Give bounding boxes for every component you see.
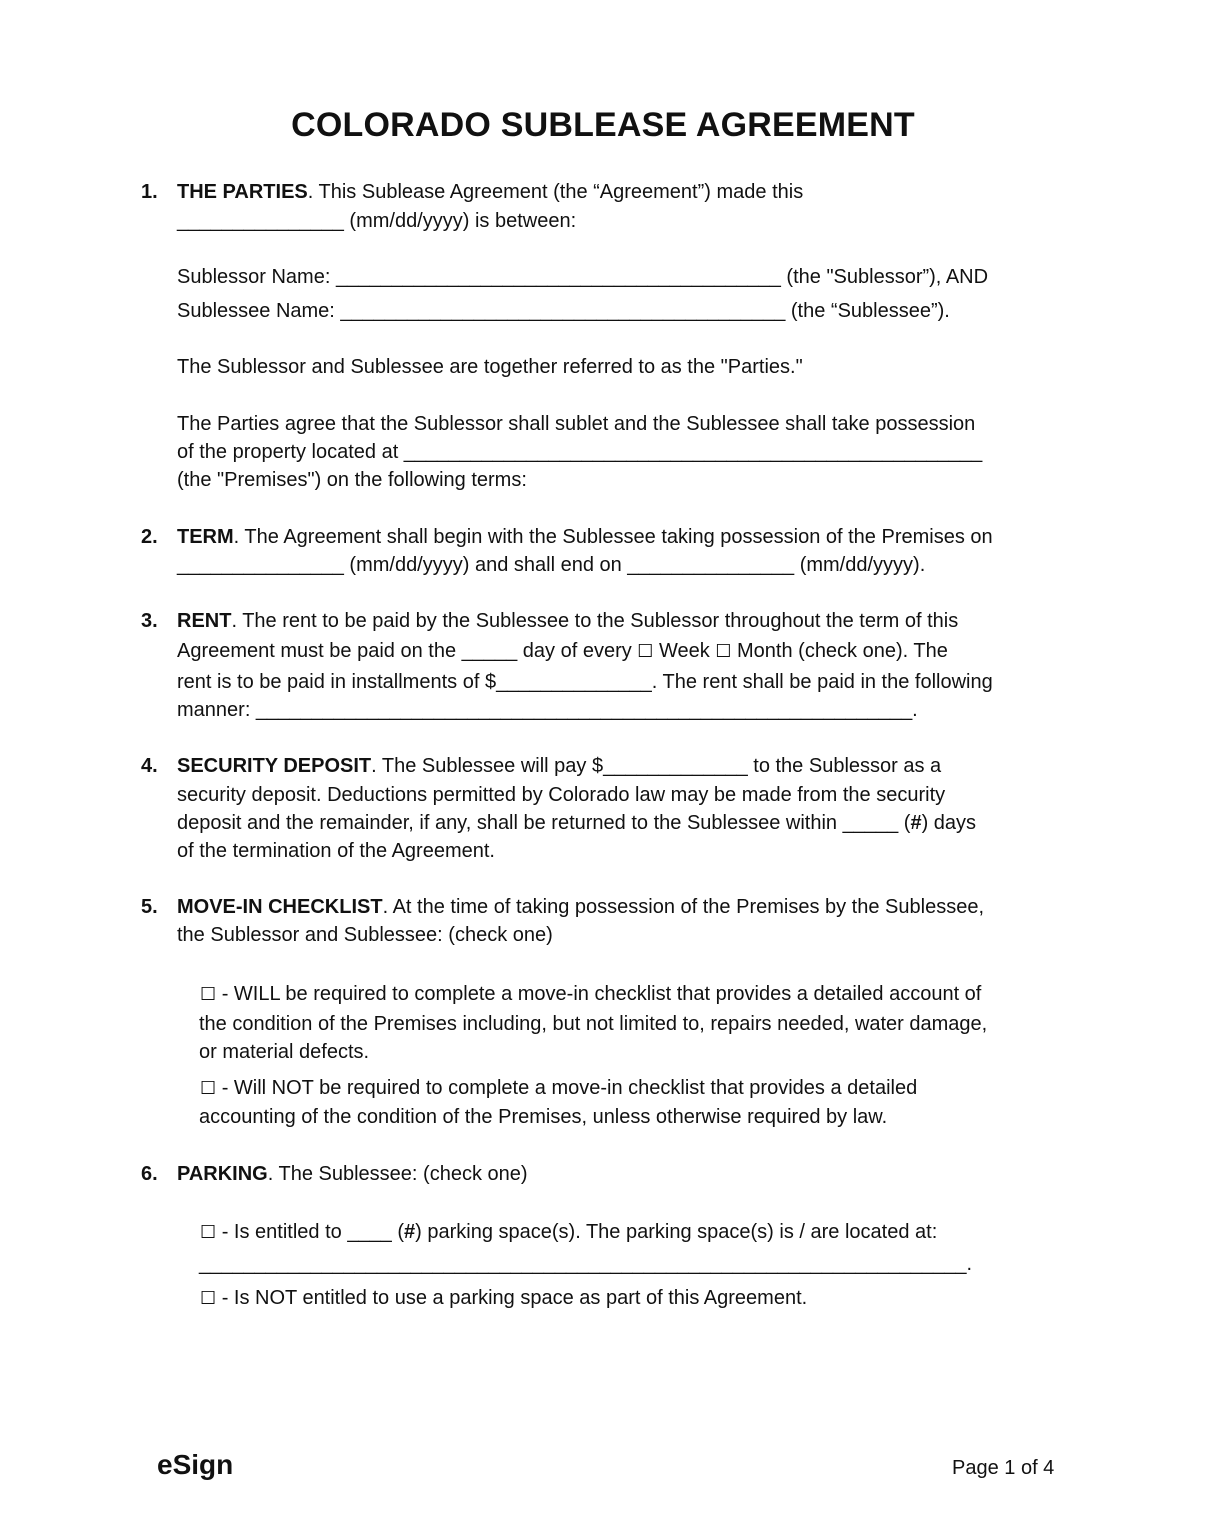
section-checklist-line: MOVE-IN CHECKLIST. At the time of taking possession of the Premises by the Sublessee,: [177, 896, 984, 918]
section-parking-line: PARKING. The Sublessee: (check one): [177, 1163, 528, 1185]
agreement-date-field[interactable]: _______________ (mm/dd/yyyy) is between:: [177, 210, 577, 232]
parties-paragraph: The Sublessor and Sublessee are together referred to as the "Parties.": [177, 356, 803, 378]
term-dates-field[interactable]: _______________ (mm/dd/yyyy) and shall end on _______________ (mm/dd/yyyy).: [177, 554, 926, 576]
deposit-return-days-field[interactable]: deposit and the remainder, if any, shall be returned to the Sublessee within _____ (#) days: [177, 812, 977, 834]
section-heading: PARKING: [177, 1163, 268, 1185]
checklist-paragraph: the Sublessor and Sublessee: (check one): [177, 924, 553, 946]
parking-entitled-option: ☐ - Is entitled to ____ (#) parking space(s). The parking space(s) is / are located at:: [200, 1221, 938, 1243]
deposit-amount-field[interactable]: SECURITY DEPOSIT. The Sublessee will pay $_____________ to the Sublessor as a: [177, 755, 942, 777]
sublessee-name-field[interactable]: Sublessee Name: ________________________________________ (the “Sublessee”).: [177, 300, 950, 322]
section-heading: THE PARTIES: [177, 181, 308, 203]
checklist-will-text: or material defects.: [199, 1041, 370, 1063]
sublessor-name-field[interactable]: Sublessor Name: ________________________________________ (the "Sublessor”), AND: [177, 266, 989, 288]
month-checkbox[interactable]: ☐: [715, 641, 732, 662]
premises-paragraph: The Parties agree that the Sublessor shall sublet and the Sublessee shall take possession: [177, 413, 976, 435]
section-number: 3.: [141, 610, 158, 632]
esign-logo: eSign: [157, 1449, 234, 1480]
document-title: COLORADO SUBLEASE AGREEMENT: [291, 106, 915, 144]
section-number: 1.: [141, 181, 158, 203]
deposit-paragraph: security deposit. Deductions permitted by Colorado law may be made from the security: [177, 784, 946, 806]
premises-paragraph: (the "Premises") on the following terms:: [177, 469, 527, 491]
checklist-will-not-text: accounting of the condition of the Premises, unless otherwise required by law.: [199, 1106, 888, 1128]
checklist-will-option: ☐ - WILL be required to complete a move-in checklist that provides a detailed account of: [200, 983, 982, 1005]
section-term-line: TERM. The Agreement shall begin with the Sublessee taking possession of the Premises on: [177, 526, 993, 548]
page-number: Page 1 of 4: [952, 1457, 1055, 1479]
section-heading: RENT: [177, 610, 232, 632]
section-parties-line: THE PARTIES. This Sublease Agreement (the “Agreement”) made this: [177, 181, 804, 203]
section-heading: TERM: [177, 526, 234, 548]
section-number: 6.: [141, 1163, 158, 1185]
section-rent-line: RENT. The rent to be paid by the Sublessee to the Sublessor throughout the term of this: [177, 610, 959, 632]
week-checkbox[interactable]: ☐: [637, 641, 654, 662]
premises-address-field[interactable]: of the property located at ____________________________________________________: [177, 441, 983, 463]
deposit-paragraph: of the termination of the Agreement.: [177, 840, 495, 862]
rent-manner-field[interactable]: manner: ___________________________________________________________.: [177, 699, 918, 721]
checklist-will-text: the condition of the Premises including, but not limited to, repairs needed, water damage,: [199, 1013, 988, 1035]
checklist-will-checkbox[interactable]: ☐: [200, 984, 217, 1005]
parking-not-entitled-option: ☐ - Is NOT entitled to use a parking space as part of this Agreement.: [200, 1287, 808, 1309]
section-heading: SECURITY DEPOSIT: [177, 755, 372, 777]
parking-entitled-checkbox[interactable]: ☐: [200, 1222, 217, 1243]
section-number: 5.: [141, 896, 158, 918]
section-heading: MOVE-IN CHECKLIST: [177, 896, 383, 918]
section-number: 2.: [141, 526, 158, 548]
rent-amount-field[interactable]: rent is to be paid in installments of $______________. The rent shall be paid in the following: [177, 671, 993, 693]
checklist-will-not-checkbox[interactable]: ☐: [200, 1078, 217, 1099]
section-number: 4.: [141, 755, 158, 777]
parking-location-field[interactable]: _____________________________________________________________________.: [199, 1253, 973, 1275]
checklist-will-not-option: ☐ - Will NOT be required to complete a move-in checklist that provides a detailed: [200, 1077, 918, 1099]
parking-not-entitled-checkbox[interactable]: ☐: [200, 1288, 217, 1309]
rent-frequency-line: Agreement must be paid on the _____ day of every ☐ Week ☐ Month (check one). The: [177, 640, 948, 662]
